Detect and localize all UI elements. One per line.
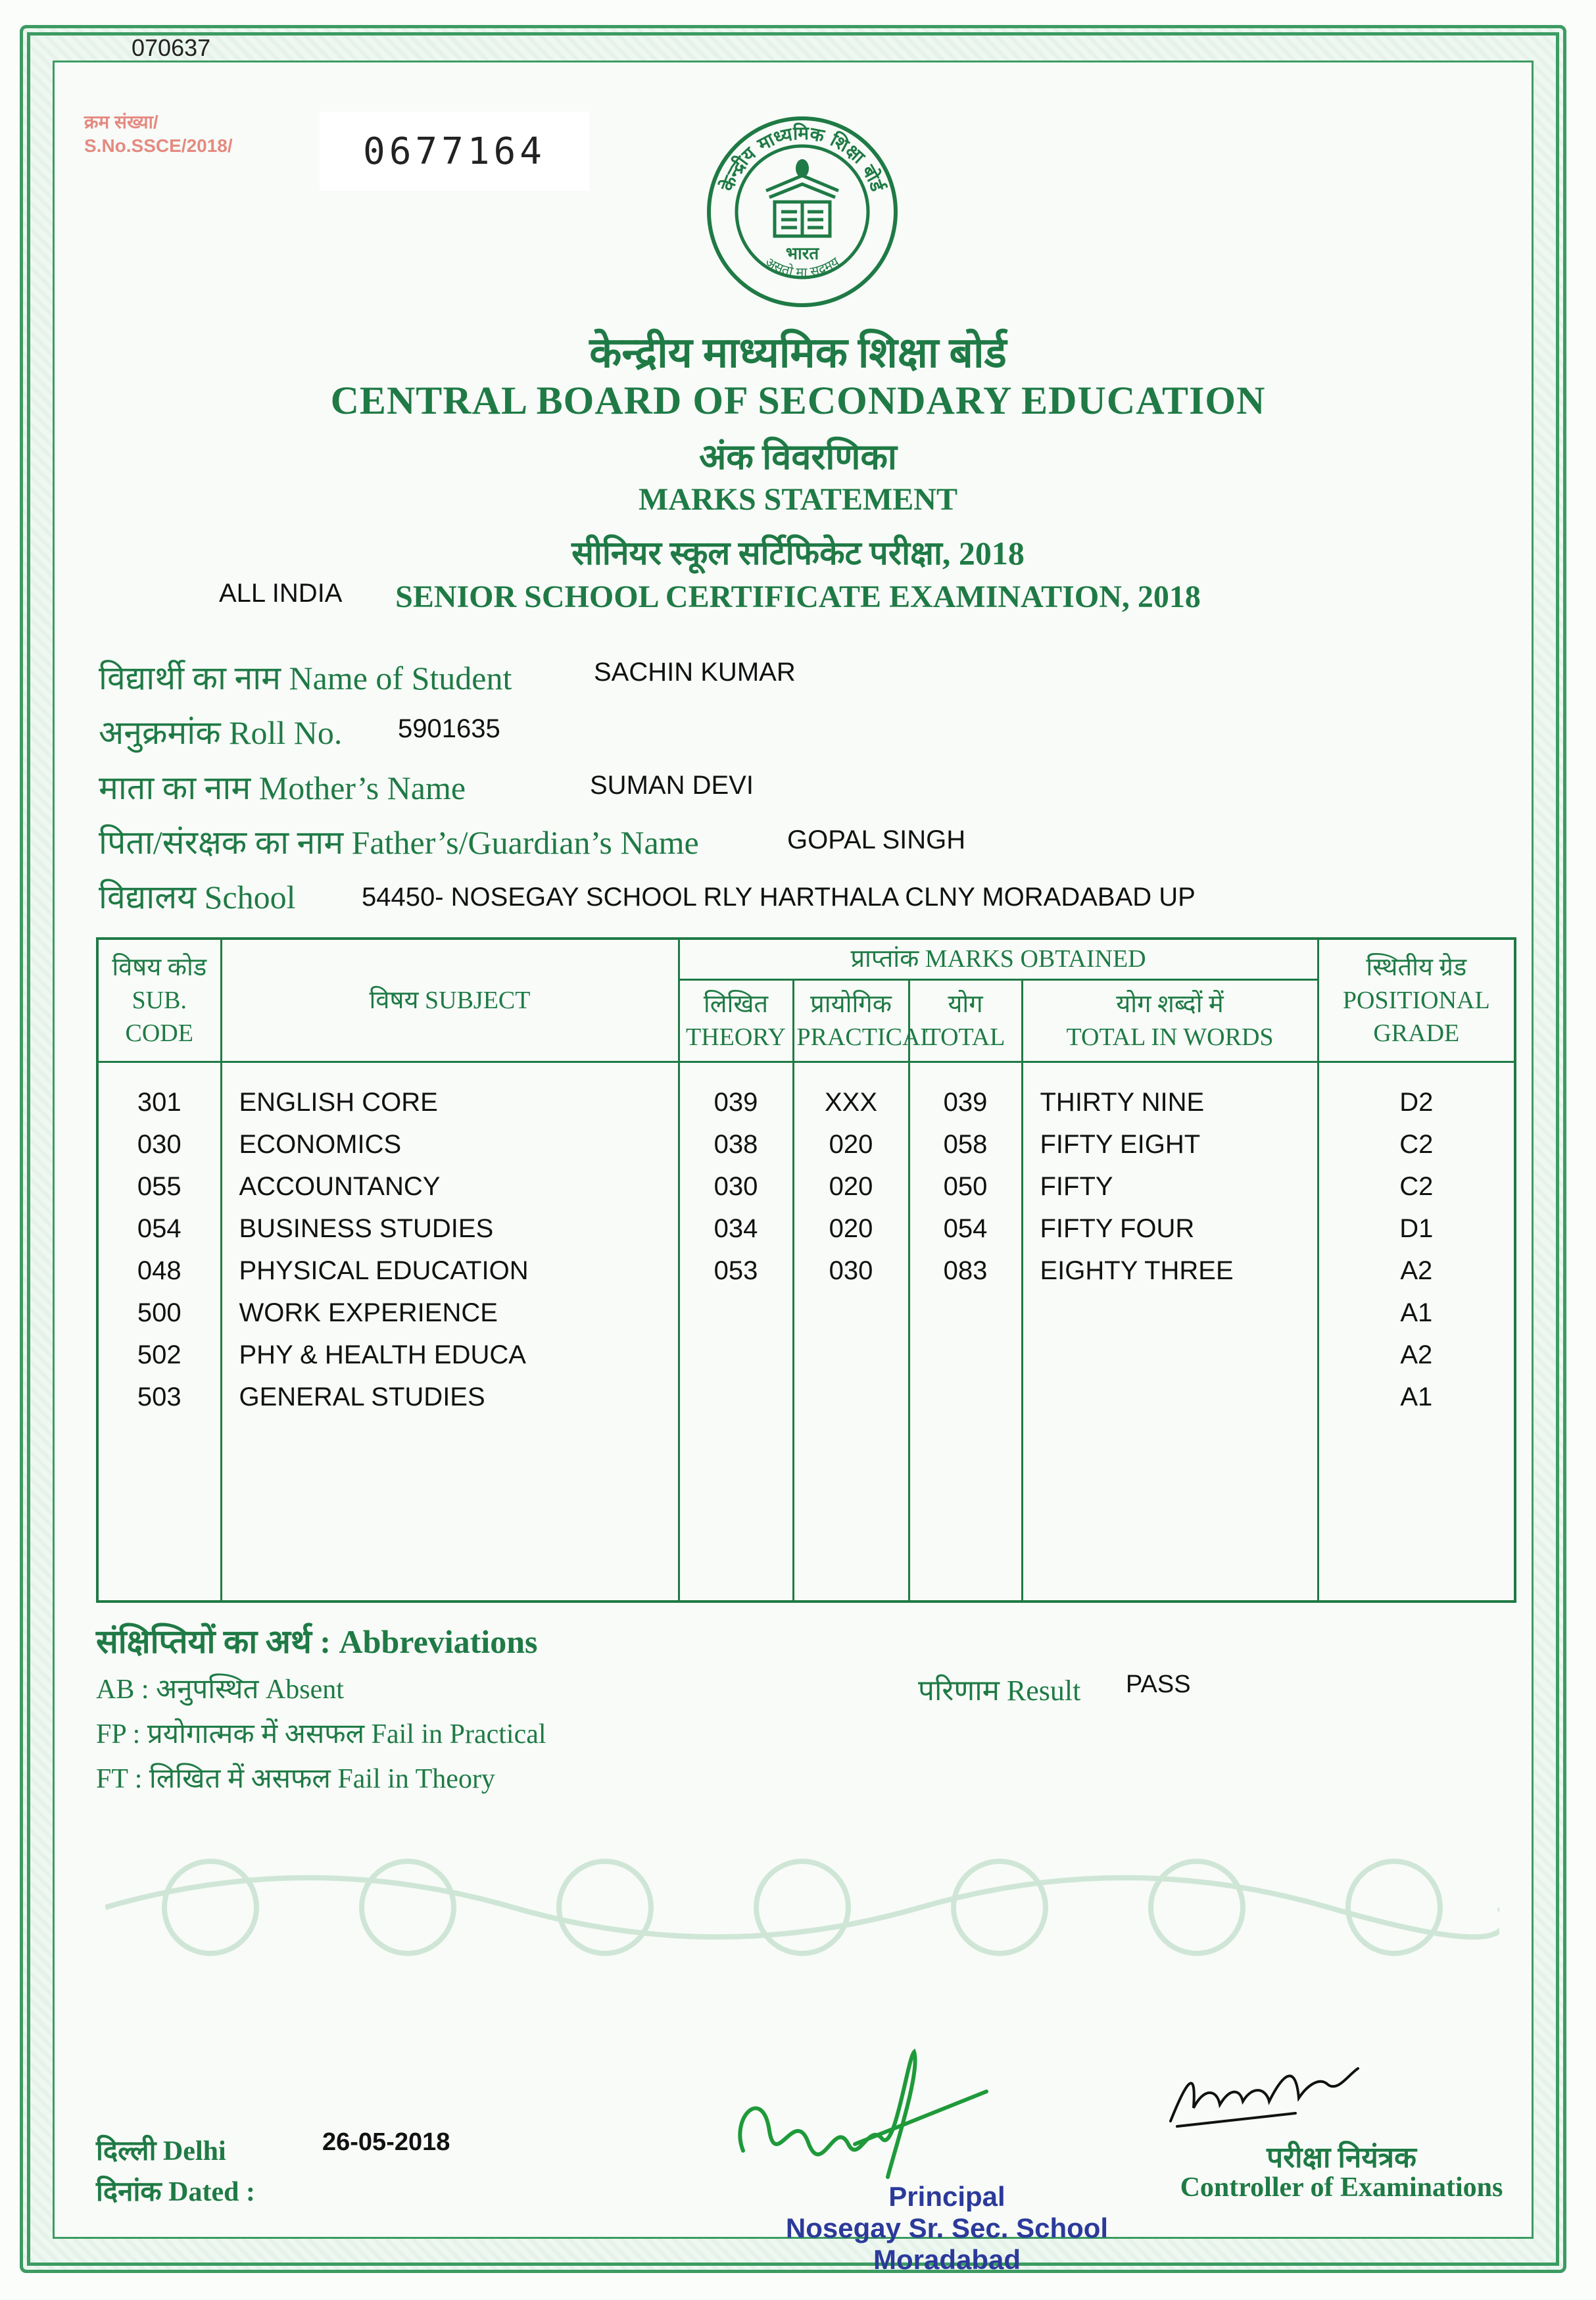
place-dated [96,2131,255,2213]
cell-total [910,1376,1021,1418]
emblem-motto: असतो मा सद्गमय [762,253,842,280]
cell-subject: ENGLISH CORE [239,1087,438,1117]
cell-practical [794,1334,908,1376]
exam-title-hindi: सीनियर स्कूल सर्टिफिकेट परीक्षा, 2018 [571,535,1025,572]
cell-theory: 053 [713,1256,758,1285]
cell-theory: 039 [713,1087,758,1117]
cell-subject: PHYSICAL EDUCATION [239,1256,529,1285]
emblem-bharat: भारत [785,244,819,264]
cell-grade: D1 [1399,1213,1434,1243]
cell-grade: A1 [1400,1382,1433,1411]
cell-subject: WORK EXPERIENCE [239,1298,498,1327]
student-name: SACHIN KUMAR [594,658,796,687]
header-total-in-words: योग शब्दों में TOTAL IN WORDS [1022,979,1318,1062]
roll-label: अनुक्रमांक Roll No. [99,714,343,751]
cell-practical [794,1292,908,1334]
place-label: दिल्ली Delhi [96,2136,226,2166]
cell-words [1023,1376,1317,1418]
serial-top: 070637 [132,34,211,61]
cell-total [910,1334,1021,1376]
cell-total: 050 [943,1171,988,1201]
cell-code: 503 [137,1382,181,1411]
cell-total [910,1292,1021,1334]
cell-code: 030 [137,1129,181,1159]
school-label: विद्यालय School [99,879,296,916]
controller-title-hindi: परीक्षा नियंत्रक [1267,2141,1416,2174]
header-sub-code: विषय कोड SUB. CODE [97,939,221,1062]
cell-words [1023,1334,1317,1376]
board-name: CENTRAL BOARD OF SECONDARY EDUCATION [330,379,1266,422]
cell-words: THIRTY NINE [1040,1087,1205,1117]
cell-words: EIGHTY THREE [1040,1256,1234,1285]
header-total: योग TOTAL [909,979,1022,1062]
cell-words: FIFTY FOUR [1040,1213,1195,1243]
cell-total: 054 [943,1213,988,1243]
sno-number: 0677164 [320,112,589,191]
cell-theory [680,1376,792,1418]
cell-total: 083 [943,1256,988,1285]
cell-practical: 020 [829,1171,873,1201]
column-subject [221,1062,679,1602]
mother-name: SUMAN DEVI [590,771,754,800]
mother-name-label: माता का नाम Mother’s Name [99,770,466,806]
header-practical: प्रायोगिक PRACTICAL [793,979,909,1062]
statement-title-hindi: अंक विवरणिका [699,437,897,477]
cell-grade: D2 [1399,1087,1434,1117]
marks-table [96,937,1516,1603]
cell-theory: 038 [713,1129,758,1159]
cell-theory [680,1334,792,1376]
column-total [909,1062,1022,1602]
region-label: ALL INDIA [219,579,343,608]
column-theory [679,1062,793,1602]
principal-signature [723,2045,1000,2197]
cell-code: 055 [137,1171,181,1201]
cell-subject: GENERAL STUDIES [239,1382,485,1411]
cell-code: 301 [137,1087,181,1117]
cell-words [1023,1292,1317,1334]
cell-total: 058 [943,1129,988,1159]
result-value: PASS [1126,1671,1191,1698]
father-name-label: पिता/संरक्षक का नाम Father’s/Guardian’s Name [99,824,699,861]
controller-title: Controller of Examinations [1180,2172,1503,2203]
column-grade [1318,1062,1515,1602]
column-sub-code [97,1062,221,1602]
cell-words: FIFTY EIGHT [1040,1129,1201,1159]
column-total-in-words [1022,1062,1318,1602]
cell-practical [794,1376,908,1418]
sno-label-english: S.No.SSCE/2018/ [84,135,233,156]
sno-label [84,110,233,158]
issue-date: 26-05-2018 [322,2128,450,2156]
student-name-label: विद्यार्थी का नाम Name of Student [99,660,512,697]
cell-practical: XXX [824,1087,878,1117]
cell-theory: 030 [713,1171,758,1201]
cell-practical: 020 [829,1129,873,1159]
cell-total: 039 [943,1087,988,1117]
sno-label-hindi: क्रम संख्या/ [84,112,158,132]
header-subject: विषय SUBJECT [221,939,679,1062]
cell-grade: C2 [1399,1129,1434,1159]
column-practical [793,1062,909,1602]
board-name-hindi: केन्द्रीय माध्यमिक शिक्षा बोर्ड [589,330,1007,376]
roll-number: 5901635 [398,714,500,743]
header-theory: लिखित THEORY [679,979,793,1062]
abbr-fail-theory: FT : लिखित में असफल Fail in Theory [96,1764,495,1794]
cell-theory: 034 [713,1213,758,1243]
principal-school: Nosegay Sr. Sec. School [785,2213,1109,2243]
abbr-fail-practical: FP : प्रयोगात्मक में असफल Fail in Practical [96,1719,546,1749]
cell-subject: PHY & HEALTH EDUCA [239,1340,526,1369]
abbreviations-title: संक्षिप्तियों का अर्थ : Abbreviations [96,1623,538,1660]
school-name: 54450- NOSEGAY SCHOOL RLY HARTHALA CLNY MORADABAD UP [362,883,1196,912]
emblem-hindi-text: केन्द्रीय माध्यमिक शिक्षा बोर्ड [716,122,888,195]
cell-theory [680,1292,792,1334]
cell-subject: ECONOMICS [239,1129,402,1159]
cell-practical: 020 [829,1213,873,1243]
principal-title: Principal [888,2181,1005,2212]
cell-practical: 030 [829,1256,873,1285]
cell-code: 054 [137,1213,181,1243]
dated-label: दिनांक Dated : [96,2177,255,2207]
exam-title: SENIOR SCHOOL CERTIFICATE EXAMINATION, 2018 [395,579,1201,614]
cell-code: 502 [137,1340,181,1369]
decorative-pattern [105,1842,1499,1973]
cell-grade: A1 [1400,1298,1433,1327]
cell-code: 500 [137,1298,181,1327]
cell-grade: A2 [1400,1256,1433,1285]
cell-grade: A2 [1400,1340,1433,1369]
result-label: परिणाम Result [918,1675,1081,1707]
cell-code: 048 [137,1256,181,1285]
statement-title: MARKS STATEMENT [639,482,957,517]
cbse-emblem-logo [704,113,901,310]
header-marks-obtained: प्राप्तांक MARKS OBTAINED [679,939,1318,979]
header-positional-grade: स्थितीय ग्रेड POSITIONAL GRADE [1318,939,1515,1062]
father-name: GOPAL SINGH [787,825,966,854]
cell-subject: ACCOUNTANCY [239,1171,441,1201]
controller-signature [1157,2049,1368,2134]
principal-city: Moradabad [873,2244,1021,2275]
cell-subject: BUSINESS STUDIES [239,1213,494,1243]
cell-grade: C2 [1399,1171,1434,1201]
abbr-absent: AB : अनुपस्थित Absent [96,1675,344,1705]
cell-words: FIFTY [1040,1171,1113,1201]
